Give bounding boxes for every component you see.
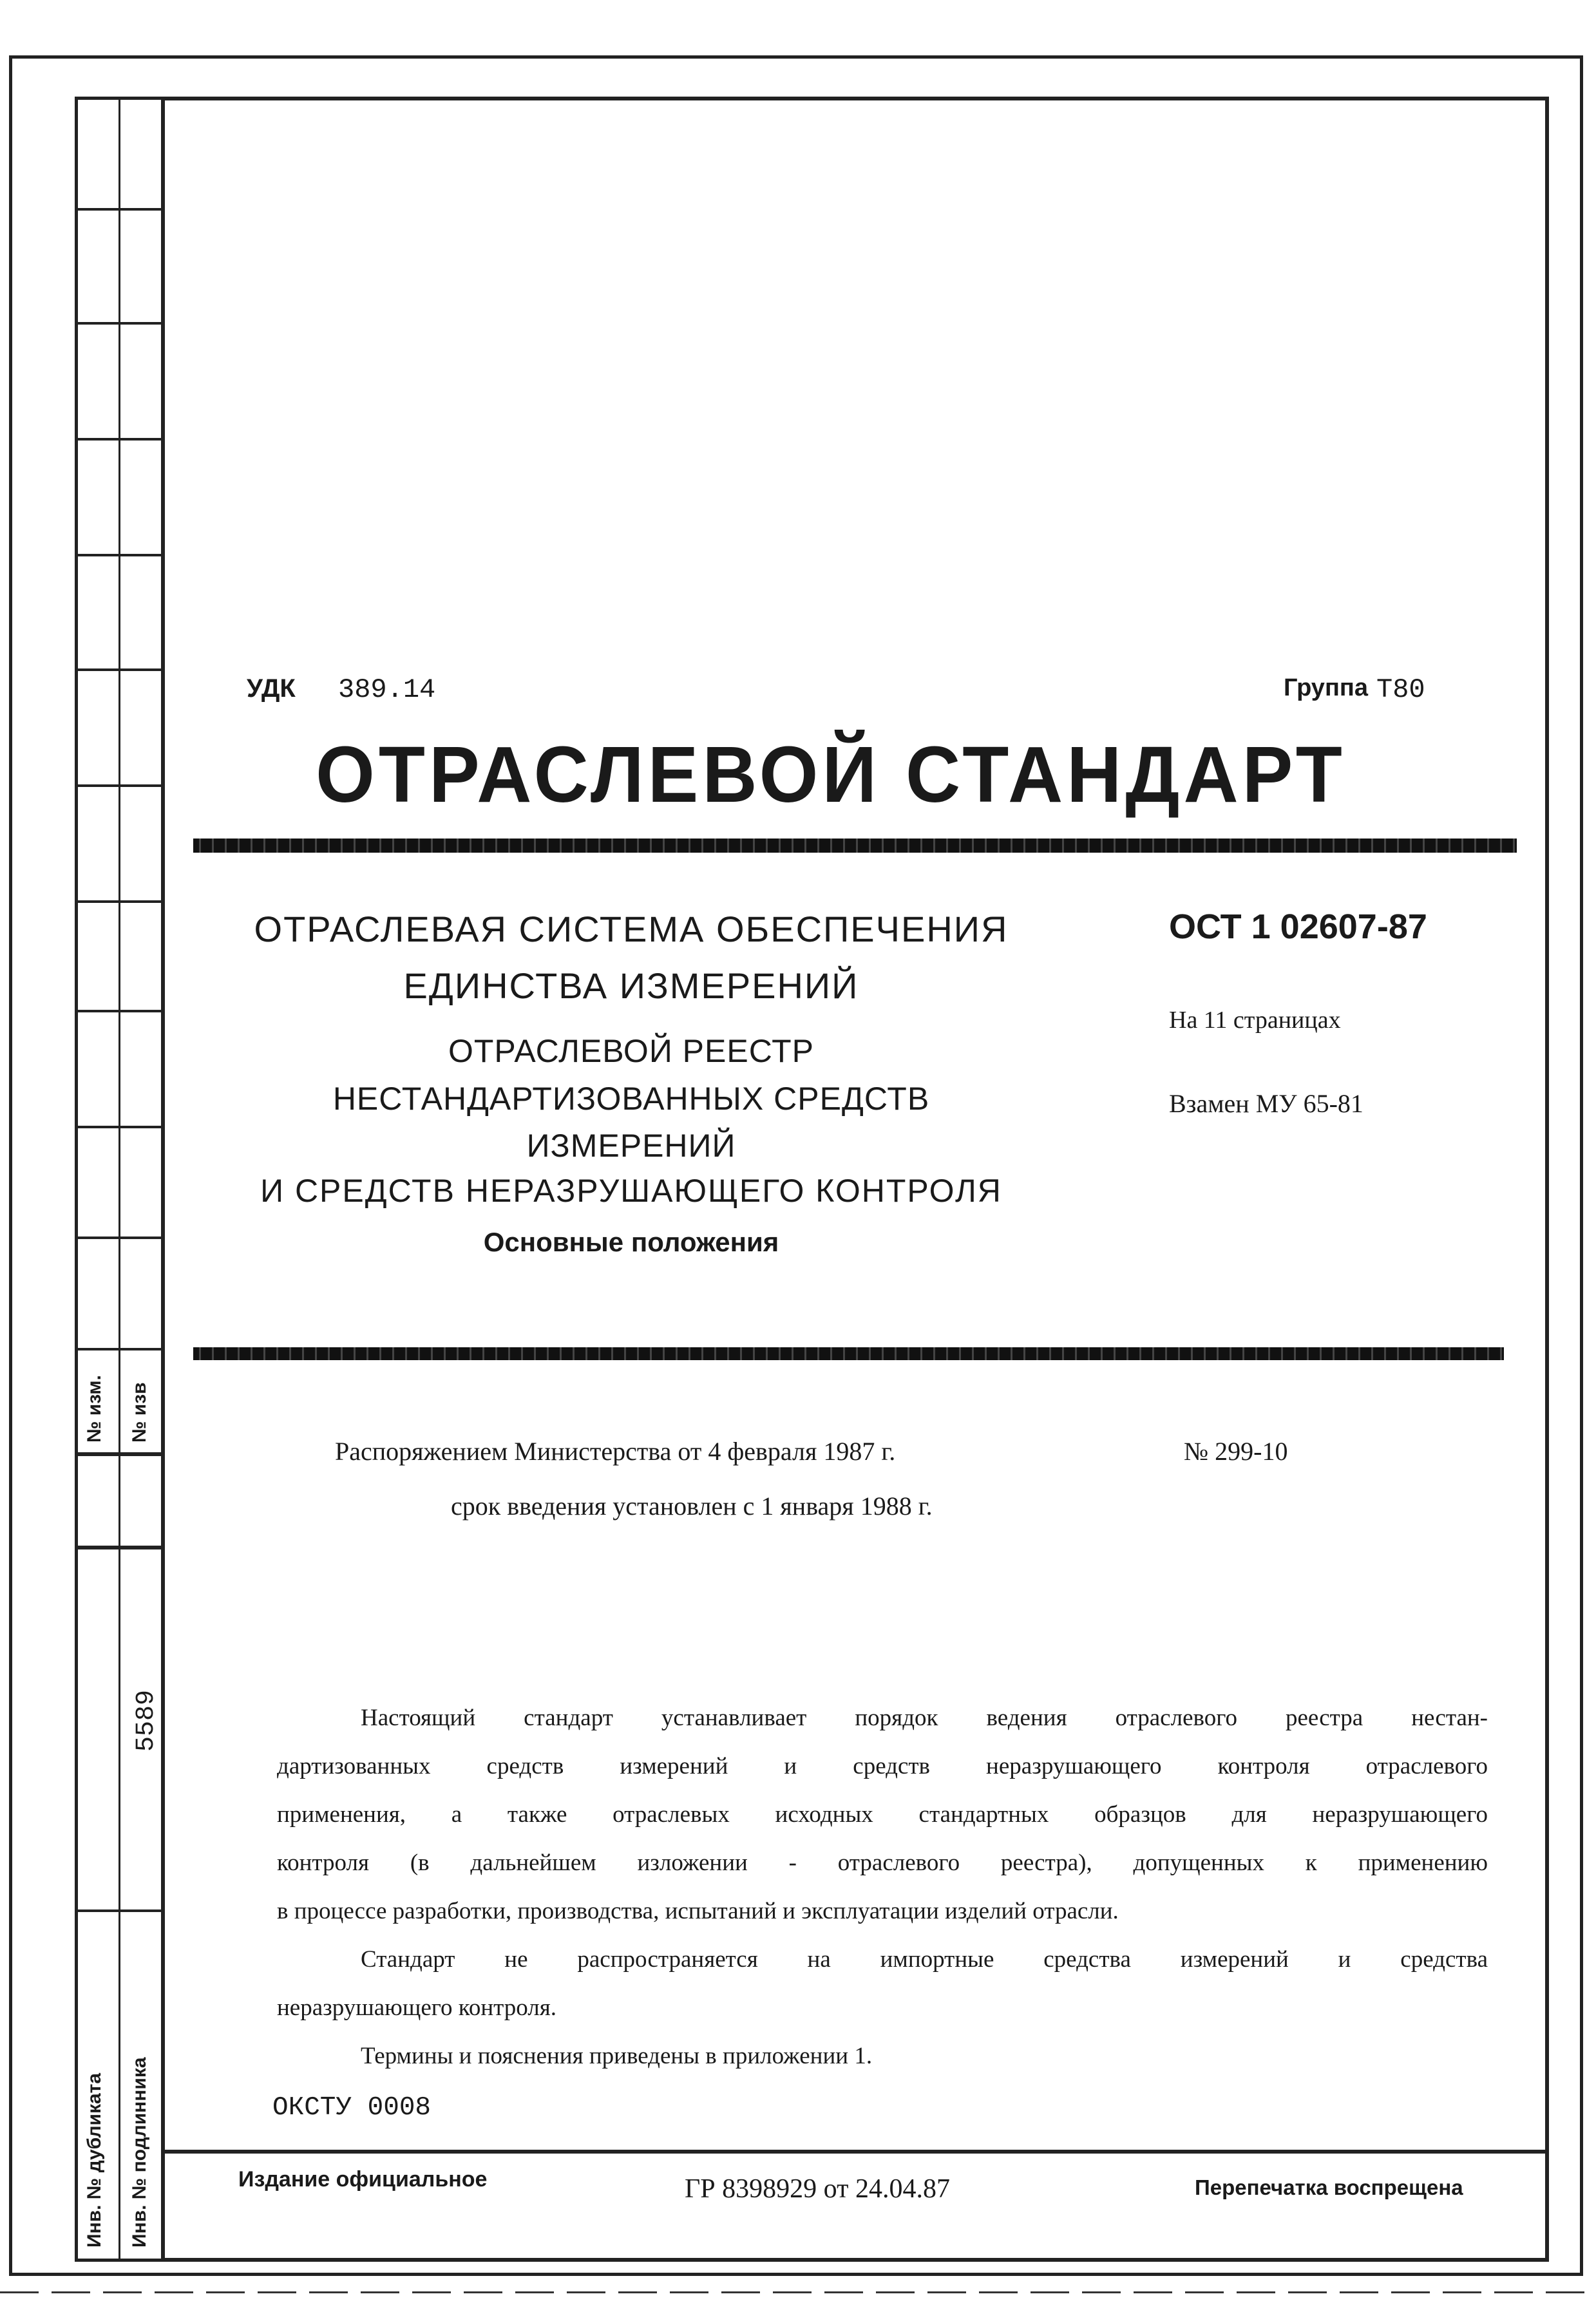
top-rule bbox=[193, 839, 1517, 853]
strip-line bbox=[75, 208, 161, 211]
paragraph-line: дартизованных средств измерений и средств неразрушающего контроля отраслевого bbox=[277, 1753, 1488, 1779]
document-subtitle: Основные положения bbox=[483, 1227, 779, 1257]
strip-line bbox=[75, 668, 161, 671]
bottom-cut-line bbox=[0, 2291, 1596, 2293]
middle-rule bbox=[193, 1347, 1504, 1360]
strip-line bbox=[75, 1546, 161, 1549]
registry-title-line: ИЗМЕРЕНИЙ bbox=[526, 1128, 736, 1164]
strip-line bbox=[75, 1010, 161, 1012]
strip-line bbox=[75, 1909, 161, 1912]
terms-paragraph: Термины и пояснения приведены в приложении 1. bbox=[361, 2043, 873, 2069]
change-number-label: № изм. bbox=[84, 1375, 105, 1443]
paragraph-line: применения, а также отраслевых исходных стандартных образцов для неразрушающего bbox=[277, 1801, 1488, 1828]
paragraph-line: неразрушающего контроля. bbox=[277, 1995, 557, 2021]
approval-order: Распоряжением Министерства от 4 февраля 1987 г. bbox=[335, 1437, 896, 1466]
footer-rule bbox=[165, 2150, 1546, 2154]
udk-label: УДК bbox=[247, 674, 296, 703]
exclusion-paragraph bbox=[277, 1935, 1488, 2032]
group-value: Т80 bbox=[1376, 674, 1425, 705]
strip-line bbox=[75, 554, 161, 556]
main-title: ОТРАСЛЕВОЙ СТАНДАРТ bbox=[316, 730, 1346, 820]
strip-line bbox=[75, 1237, 161, 1239]
original-inventory-number: 5589 bbox=[132, 1689, 161, 1752]
notice-number-label: № изв bbox=[129, 1382, 150, 1443]
duplicate-inventory-label: Инв. № дубликата bbox=[84, 2072, 105, 2248]
udk-value: 389.14 bbox=[338, 674, 436, 705]
strip-line bbox=[75, 1452, 161, 1456]
registry-title-line: И СРЕДСТВ НЕРАЗРУШАЮЩЕГО КОНТРОЛЯ bbox=[260, 1173, 1002, 1209]
group-label: Группа bbox=[1284, 674, 1368, 701]
reprint-prohibited-label: Перепечатка воспрещена bbox=[1195, 2175, 1463, 2199]
strip-line bbox=[75, 784, 161, 787]
registry-title-line: НЕСТАНДАРТИЗОВАННЫХ СРЕДСТВ bbox=[332, 1081, 930, 1117]
order-number: № 299-10 bbox=[1184, 1437, 1288, 1466]
strip-line bbox=[75, 438, 161, 441]
official-edition-label: Издание официальное bbox=[238, 2167, 488, 2192]
page-count: На 11 страницах bbox=[1169, 1007, 1341, 1034]
strip-divider bbox=[119, 97, 120, 2262]
paragraph-line: Стандарт не распространяется на импортные средства измерений и средства bbox=[361, 1946, 1488, 1973]
system-title-line: ЕДИНСТВА ИЗМЕРЕНИЙ bbox=[403, 965, 859, 1006]
scope-paragraph bbox=[277, 1694, 1488, 1935]
strip-line bbox=[75, 1126, 161, 1128]
effective-date: срок введения установлен с 1 января 1988 г. bbox=[451, 1492, 933, 1521]
paragraph-line: контроля (в дальнейшем изложении - отраслевого реестра), допущенных к применению bbox=[277, 1850, 1488, 1876]
paragraph-line: Настоящий стандарт устанавливает порядок ведения отраслевого реестра нестан- bbox=[361, 1705, 1488, 1731]
strip-line bbox=[75, 322, 161, 325]
registry-title-line: ОТРАСЛЕВОЙ РЕЕСТР bbox=[448, 1033, 815, 1069]
original-inventory-label: Инв. № подлинника bbox=[129, 2057, 150, 2248]
system-title-line: ОТРАСЛЕВАЯ СИСТЕМА ОБЕСПЕЧЕНИЯ bbox=[254, 909, 1009, 949]
paragraph-line: в процессе разработки, производства, испытаний и эксплуатации изделий отрасли. bbox=[277, 1898, 1119, 1924]
strip-line bbox=[75, 1348, 161, 1350]
side-registration-strip bbox=[75, 97, 161, 2262]
registration-number: ГР 8398929 от 24.04.87 bbox=[685, 2174, 950, 2204]
okstu-code: ОКСТУ 0008 bbox=[272, 2093, 432, 2123]
strip-line bbox=[75, 900, 161, 903]
standard-number: ОСТ 1 02607-87 bbox=[1169, 907, 1427, 946]
replaces-note: Взамен МУ 65-81 bbox=[1169, 1089, 1363, 1118]
